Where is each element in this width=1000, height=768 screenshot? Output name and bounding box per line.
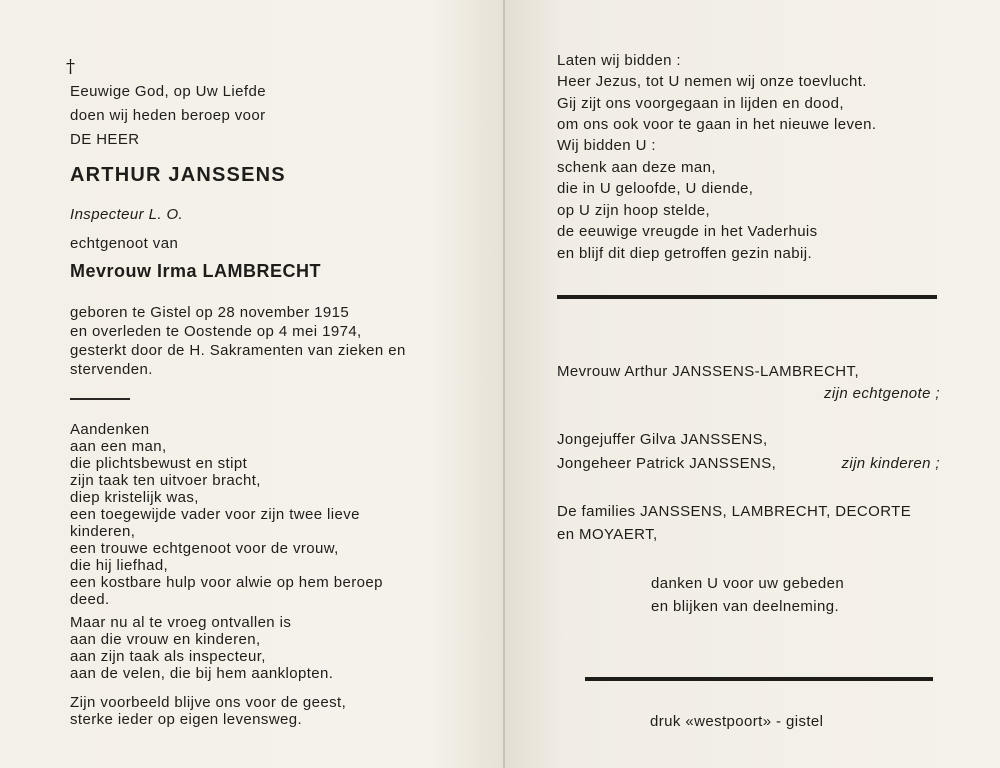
families-line: De families JANSSENS, LAMBRECHT, DECORTE [557, 503, 912, 520]
poem-line: Aandenken [70, 421, 150, 438]
intro-line: Eeuwige God, op Uw Liefde [70, 83, 266, 100]
child-name: Jongejuffer Gilva JANSSENS, [557, 431, 768, 448]
intro-line: doen wij heden beroep voor [70, 107, 266, 124]
life-line: geboren te Gistel op 28 november 1915 [70, 304, 350, 321]
poem-line: die plichtsbewust en stipt [70, 455, 248, 472]
short-divider [70, 398, 130, 400]
spouse-intro: echtgenoot van [70, 235, 179, 252]
widow-role: zijn echtgenote ; [823, 385, 940, 402]
right-page [505, 0, 1000, 768]
prayer-line: Wij bidden U : [557, 137, 656, 154]
poem-line: diep kristelijk was, [70, 489, 199, 506]
deceased-name: ARTHUR JANSSENS [70, 164, 286, 186]
prayer-line: op U zijn hoop stelde, [557, 202, 711, 219]
divider-rule [585, 677, 933, 681]
poem-line: die hij liefhad, [70, 557, 169, 574]
poem-line: Zijn voorbeeld blijve ons voor de geest, [70, 694, 347, 711]
poem-line: een trouwe echtgenoot voor de vrouw, [70, 540, 339, 557]
poem-line: aan die vrouw en kinderen, [70, 631, 261, 648]
child-name: Jongeheer Patrick JANSSENS, [557, 455, 777, 472]
poem-line: een kostbare hulp voor alwie op hem beroep [70, 574, 383, 591]
prayer-line: Gij zijt ons voorgegaan in lijden en dood, [557, 95, 844, 112]
poem-line: een toegewijde vader voor zijn twee lieve [70, 506, 360, 523]
poem-line: deed. [70, 591, 110, 608]
poem-line: aan een man, [70, 438, 167, 455]
thanks-line: danken U voor uw gebeden [651, 575, 845, 592]
poem-line: Maar nu al te vroeg ontvallen is [70, 614, 292, 631]
prayer-line: Laten wij bidden : [557, 52, 681, 69]
life-line: en overleden te Oostende op 4 mei 1974, [70, 323, 362, 340]
children-role: zijn kinderen ; [841, 455, 940, 472]
prayer-line: de eeuwige vreugde in het Vaderhuis [557, 223, 818, 240]
prayer-line: en blijf dit diep getroffen gezin nabij. [557, 245, 813, 262]
life-line: stervenden. [70, 361, 153, 378]
poem-line: sterke ieder op eigen levensweg. [70, 711, 303, 728]
prayer-line: Heer Jezus, tot U nemen wij onze toevlucht. [557, 73, 867, 90]
life-line: gesterkt door de H. Sakramenten van zieken en [70, 342, 406, 359]
prayer-line: om ons ook voor te gaan in het nieuwe leven. [557, 116, 877, 133]
poem-line: kinderen, [70, 523, 136, 540]
poem-line: zijn taak ten uitvoer bracht, [70, 472, 261, 489]
printer-credit: druk «westpoort» - gistel [650, 713, 824, 730]
families-line: en MOYAERT, [557, 526, 658, 543]
deceased-title: Inspecteur L. O. [70, 206, 184, 223]
prayer-line: schenk aan deze man, [557, 159, 716, 176]
prayer-line: die in U geloofde, U diende, [557, 180, 754, 197]
intro-line: DE HEER [70, 131, 140, 148]
poem-line: aan zijn taak als inspecteur, [70, 648, 266, 665]
widow-name: Mevrouw Arthur JANSSENS-LAMBRECHT, [557, 363, 860, 380]
poem-line: aan de velen, die bij hem aanklopten. [70, 665, 334, 682]
divider-rule [557, 295, 937, 299]
spouse-name: Mevrouw Irma LAMBRECHT [70, 261, 322, 281]
thanks-line: en blijken van deelneming. [651, 598, 840, 615]
cross-icon: † [66, 56, 75, 77]
